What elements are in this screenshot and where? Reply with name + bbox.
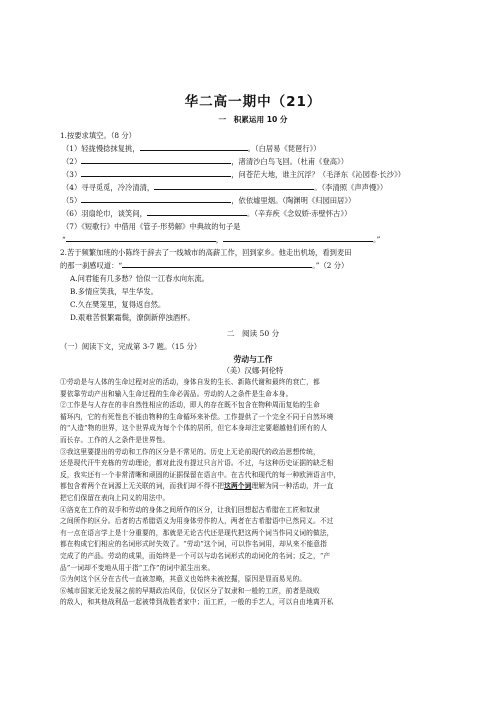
highlighted-phrase: 这两个词 <box>224 482 252 491</box>
answer-blank[interactable] <box>154 181 314 190</box>
q1-item-2: （2） ，渚清沙白鸟飞回。（杜甫《登高》） <box>62 157 348 166</box>
article-paragraph-2: ②工作是与人存在的非自然性相应的活动，即人的存在既不包含在物种周而复始的生命 循环内，它的有死性也不能由物种的生命循环来补偿。工作提供了一个完全不同于自然环境 的“人造”物的世界，这个世界成为每个个体的居所，但它本身却注定要超越他们所有的人 而长存。工作的人之条件是世界性。 <box>60 401 334 444</box>
q1-item-3: （3） ，问苍茫大地，谁主沉浮？（毛泽东《沁园春·长沙》） <box>62 170 406 179</box>
question-1-stem: 1.按要求填空。（8 分） <box>60 131 136 140</box>
answer-blank[interactable] <box>147 207 247 216</box>
answer-blank[interactable] <box>140 142 248 151</box>
q2-option-b[interactable]: B.多情应笑我，早生华发。 <box>70 287 158 296</box>
answer-blank[interactable] <box>81 155 231 164</box>
page-title: 华二高一期中（21） <box>184 94 322 110</box>
q1-item-7: （7）《短歌行》中借用《管子·形势解》中典故的句子是 <box>62 222 241 231</box>
q1-item-4: （4）寻寻觅觅，冷冷清清， 。（李清照《声声慢》） <box>62 183 388 192</box>
document-page <box>60 90 446 609</box>
article-paragraph-3: ③我这里要提出的劳动和工作的区分是不常见的。历史上无论前现代的政治思想传统， 还是现代汗牛充栋的劳动理论，都对此没有提过只言片语。不过，与这种历史证据的缺乏相 反，我实还有一个非常清晰和顽固的证据保留在语言中。在古代和现代的每一种欧洲语言中， 都包含着两个在词源上无关联的词，而我们却不得不把这两个词理解为同一种活动，并一直 把它们保留在表向上同义的用法中。 <box>60 447 446 505</box>
question-2-stem-cont: 的那一刹感叹道：“ 。”（2 分） <box>60 261 349 270</box>
article-title: 劳动与工作 <box>233 355 273 364</box>
q2-option-a[interactable]: A.问君能有几多愁？恰似一江春水向东流。 <box>70 274 209 283</box>
answer-blank[interactable] <box>122 259 312 268</box>
section-2-heading: 二 阅读 50 分 <box>226 329 280 338</box>
answer-blank[interactable] <box>81 168 231 177</box>
q1-item-1: （1）轻拢慢捻抹复挑， 。（白居易《琵琶行》） <box>62 144 321 153</box>
article-paragraph-4: ④洛克在工作的双手和劳动的身体之间所作的区分，让我们回想起古希腊在工匠和奴隶 之间所作的区分。后者的古希腊语义为用身体劳作的人，两者在古希腊语中已然同义。不过 有一点在语言学上是十分重要的，那就是无论古代还是现代把这两个词当作同义词的做法， 都在构成它们相应的名词形式时失效了。“劳动”这个词，可以作名词用，却从来不能意指 完成了的产品。劳动的成果，而始终是一个可以与动名词形式的动词化的名词；反之，“产 品”一词却不变地从用于指“工作”的词中派生出来。 <box>60 505 334 572</box>
paragraph-3-line-with-highlight: 都包含着两个在词源上无关联的词，而我们却不得不把这两个词理解为同一种活动，并一直 <box>60 482 334 491</box>
answer-blank[interactable] <box>81 194 231 203</box>
article-paragraph-5: ⑤为何这个区分在古代一直被忽略，其意义也始终未被挖掘，原因是显而易见的。 ⑥城市国家无论发展之前的早期政治风俗，仅仅区分了奴隶和一般的工匠，前者是战败 的敌人，和其他战利品一起被带到战胜者家中；而工匠，一般的手艺人，可以自由地离开私 <box>60 575 334 607</box>
q2-option-c[interactable]: C.久在樊笼里，复得返自然。 <box>70 300 166 309</box>
question-2-stem: 2.苦于频繁加班的小陈终于辞去了一线城市的高薪工作，回到家乡。他走出机场，看到麦田 <box>60 248 352 257</box>
q1-item-6: （6）羽扇纶巾，谈笑间， 。（辛弃疾《念奴娇·赤壁怀古》） <box>62 209 352 218</box>
answer-blank[interactable] <box>223 233 373 242</box>
article-paragraph-1: ①劳动是与人体的生命过程对应的活动，身体自发的生长、新陈代谢和最终的衰亡，都 要依靠劳动产出和输入生命过程的生命必需品。劳动的人之条件是生命本身。 <box>60 378 320 398</box>
reading-intro: （一）阅读下文，完成第 3-7 题。（15 分） <box>60 342 202 351</box>
q1-item-5: （5） ，依依墟里烟。（陶渊明《归园田居》） <box>62 196 356 205</box>
q2-option-d[interactable]: D.艰难苦恨繁霜鬓，潦倒新停浊酒杯。 <box>70 313 195 322</box>
article-author: （美）汉娜·阿伦特 <box>222 366 284 375</box>
q1-item-7-blanks: “ ， 。” <box>62 235 381 244</box>
section-1-heading: 一 积累运用 10 分 <box>218 115 288 124</box>
answer-blank[interactable] <box>66 233 216 242</box>
